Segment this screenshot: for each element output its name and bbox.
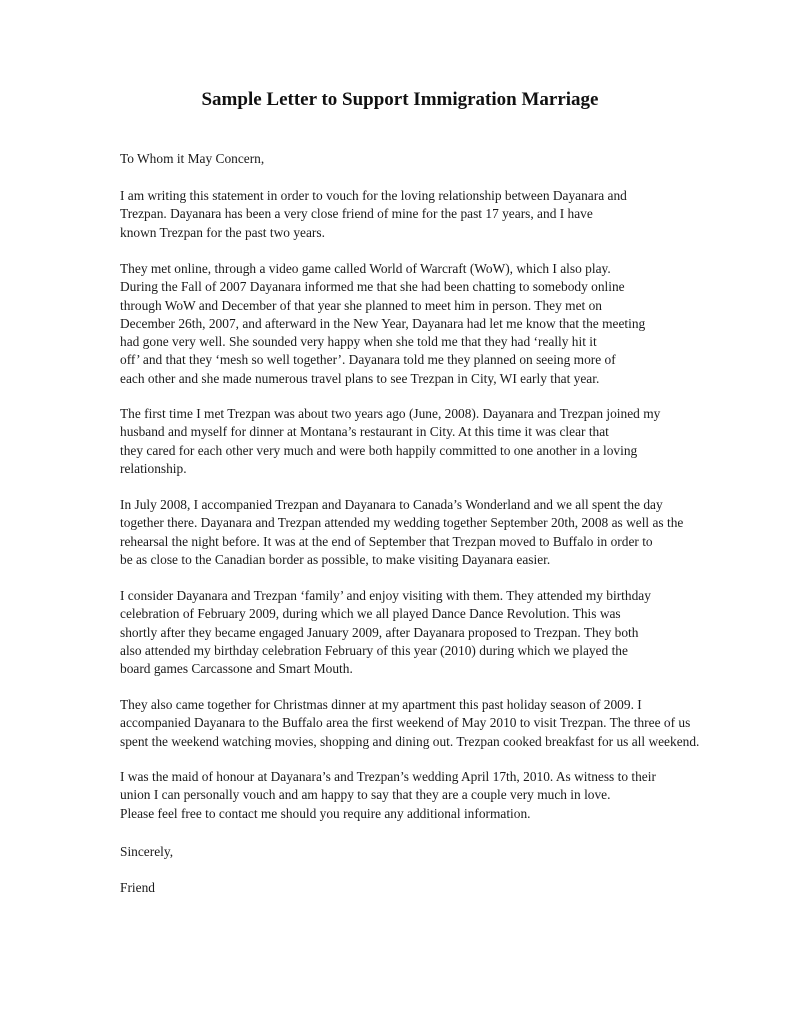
salutation [120, 150, 680, 168]
paragraph-line: be as close to the Canadian border as possible, to make visiting Dayanara easier. [120, 551, 551, 567]
paragraph-line: During the Fall of 2007 Dayanara informed me that she had been chatting to somebody online [120, 279, 625, 295]
paragraph-line: The first time I met Trezpan was about two years ago (June, 2008). Dayanara and Trezpan joined my [120, 406, 661, 421]
paragraph-line: union I can personally vouch and am happy to say that they are a couple very much in love. [120, 787, 611, 803]
paragraph-2 [120, 260, 680, 388]
paragraph-5 [120, 587, 680, 678]
paragraph-line: relationship. [120, 460, 187, 476]
paragraph-1 [120, 187, 680, 242]
paragraph-line: Trezpan. Dayanara has been a very close friend of mine for the past 17 years, and I have [120, 206, 593, 222]
paragraph-line: rehearsal the night before. It was at the end of September that Trezpan moved to Buffalo in order to [120, 533, 653, 549]
paragraph-line: through WoW and December of that year she planned to meet him in person. They met on [120, 297, 602, 313]
paragraph-line: also attended my birthday celebration February of this year (2010) during which we played the [120, 642, 628, 658]
paragraph-4 [120, 496, 684, 569]
document-title: Sample Letter to Support Immigration Marriage [201, 89, 599, 110]
paragraph-line: off’ and that they ‘mesh so well together’. Dayanara told me they planned on seeing more of [120, 352, 616, 368]
paragraph-line: accompanied Dayanara to the Buffalo area the first weekend of May 2010 to visit Trezpan. The three of us [120, 715, 691, 731]
paragraph-3 [120, 405, 680, 478]
closing [120, 843, 680, 861]
paragraph-line: each other and she made numerous travel plans to see Trezpan in City, WI early that year. [120, 370, 600, 386]
paragraph-line: They met online, through a video game called World of Warcraft (WoW), which I also play. [120, 261, 611, 276]
paragraph-6 [120, 696, 700, 751]
paragraph-line: had gone very well. She sounded very happy when she told me that they had ‘really hit it [120, 334, 597, 350]
paragraph-7 [120, 768, 680, 823]
paragraph-line: husband and myself for dinner at Montana’s restaurant in City. At this time it was clear that [120, 424, 609, 440]
paragraph-line: I consider Dayanara and Trezpan ‘family’ and enjoy visiting with them. They attended my birthday [120, 588, 651, 603]
paragraph-line: December 26th, 2007, and afterward in the New Year, Dayanara had let me know that the meeting [120, 315, 646, 331]
salutation-text: To Whom it May Concern, [120, 151, 265, 166]
closing-text: Sincerely, [120, 844, 174, 859]
paragraph-line: together there. Dayanara and Trezpan attended my wedding together September 20th, 2008 as well as the [120, 515, 684, 531]
paragraph-line: board games Carcassone and Smart Mouth. [120, 661, 353, 677]
paragraph-line: They also came together for Christmas dinner at my apartment this past holiday season of 2009. I [120, 697, 642, 712]
paragraph-line: they cared for each other very much and were both happily committed to one another in a loving [120, 442, 638, 458]
paragraph-line: spent the weekend watching movies, shopping and dining out. Trezpan cooked breakfast for us all weekend. [120, 733, 700, 749]
paragraph-line: celebration of February 2009, during which we all played Dance Dance Revolution. This was [120, 606, 621, 622]
signature-text: Friend [120, 880, 155, 895]
paragraph-line: In July 2008, I accompanied Trezpan and Dayanara to Canada’s Wonderland and we all spent the day [120, 497, 663, 512]
paragraph-line: known Trezpan for the past two years. [120, 224, 325, 240]
paragraph-line: Please feel free to contact me should you require any additional information. [120, 805, 531, 821]
signature [120, 879, 680, 897]
paragraph-line: shortly after they became engaged January 2009, after Dayanara proposed to Trezpan. They both [120, 624, 639, 640]
paragraph-line: I am writing this statement in order to vouch for the loving relationship between Dayanara and [120, 188, 627, 203]
paragraph-line: I was the maid of honour at Dayanara’s and Trezpan’s wedding April 17th, 2010. As witness to their [120, 769, 656, 784]
